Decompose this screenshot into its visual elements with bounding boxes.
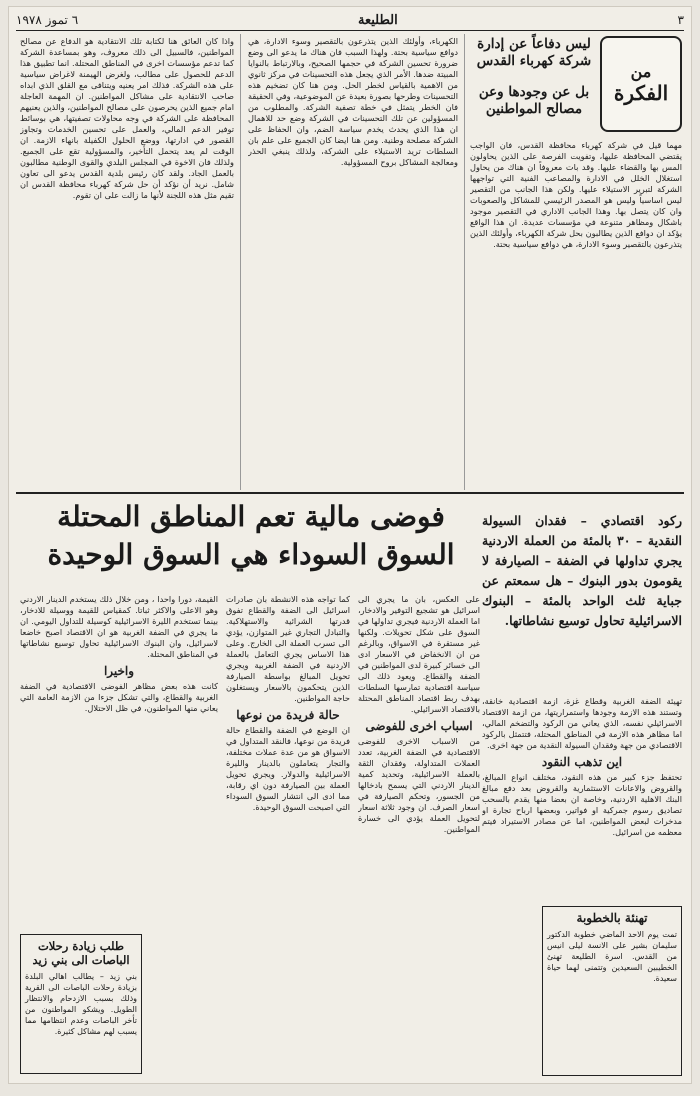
column-divider — [464, 34, 465, 490]
engagement-box — [542, 906, 682, 1076]
page-header — [16, 10, 684, 31]
left-column-text: واذا كان العائق هنا لكتابة تلك الانتقادية هو الدفاع عن مصالح المواطنين، فالسبيل الى ذلك معروف، وهو بمساعدة الشركة كما تدعم مؤسسات اخرى في المناطق المحتلة. انما تطبيق هذا الدعم للحصول على مطالب، ولغرض الهيمنة لاغراض سياسية على هذه الشركة. فذلك امر يعنيه ويتنافى مع القلق الذي ابداه صاحب الانتقادية على مشاكل المواطنين. ان المهمة العاجلة امام جميع الذين يحرصون على مصالح المواطنين، والذين يعنيهم المحافظة على الشركة في وجه محاولات تصفيتها، هي بوسائط توفير الدعم المالي، والعمل على تحسين الخدمات وتجاوز القصور في ادارتها، ووضع الحلول الكفيلة بانهاء الازمة. ان الوقت لم يعد يتحمل التأخير، والمسؤولية تقع على الجميع. ولذلك فان الاخوة في المجلس البلدي والقوى الوطنية مطالبون بالعمل الجاد. ولقد كان رئيس بلدية القدس يدعو الى تعاون شامل. نريد أن نؤكد أن حل شركة كهرباء محافظة القدس ان تقيم مثل هذه اللجنة لأنها ما زالت على ان تقوم. — [20, 36, 234, 200]
section-rule — [16, 492, 684, 494]
article-col-3-text: كما تواجه هذه الانشطة بان صادرات اسرائيل الى الضفة والقطاع تفوق قدرتها الشرائية والاستهلاكية. والتبادل التجاري غير المتوازن، يؤدي الى تسرب العملة الى الخارج. وعلى هذا الاساس يجري التعامل بالعملة الاردنية في الضفة الغربية ويجري تحويل المبالغ بواسطة الصيارفة الذين يتحكمون بالاسعار ويستغلون حاجة المواطنين. — [226, 594, 350, 703]
editorial-body-text: مهما قيل في شركة كهرباء محافظة القدس، فان الواجب يقتضي المحافظة عليها، وتفويت الفرصة على الذين يحاولون المس بها والقضاء عليها. وقد بات معروفاً ان هناك من يحاول استغلال الخلل في الادارة والمصاعب الفنية التي تواجهها الشركة لتبرير الاستيلاء عليها. ولكن هذا الجانب من التقصير ليس اساسياً وليس هو المصدر الرئيسي للمشاكل والصعوبات وان كان يتصل بها. وهذا الجانب الاداري في التقصير موجود باشكال ومظاهر متنوعة في مؤسسات عديدة. ان هذا الواقع يؤكد ان دوافع الذين يطالبون بحل شركة الكهرباء، وأولئك الذين يتذرعون بالتقصير وسوء الادارة، هي دوافع سياسية بحتة. — [470, 140, 682, 249]
editorial-headline — [472, 36, 596, 118]
article-lead-text: تهيئة الضفة الغربية وقطاع غزة، ازمة اقتصادية خانقة، وتستند هذه الازمة وجودها واستمراريتها، من ازمة الاقتصاد الاسرائيلي نفسه، الذي يعاني من الركود والتضخم المالي، اما مظاهر هذه الازمة في المناطق المحتلة، فتتمثل بالركود الاقتصادي من جهة وفقدان السيولة النقدية من جهة اخرى. — [482, 696, 682, 750]
logo-line2: الفكرة — [613, 81, 669, 105]
article-col-4-text: القيمة، دورا واحدا ، ومن خلال ذلك يستخدم الدينار الاردني وهو الاعلى والاكثر ثباتا. كمقياس للقيمة ووسيلة للادخار، بينما تستخدم الليرة الاسرائيلية كوسيلة للتداول اليومي. ان ما يجري في الضفة الغربية هو ان الاقتصاد اصبح خاضعا لاسرائيل، وان البنوك الاسرائيلية تحاول توسيع نشاطاتها في المناطق المحتلة. — [20, 594, 218, 659]
subhead-where-money-body: تحتفظ جزء كبير من هذه النقود، مختلف انواع المبالغ، والقروض والاعانات الاستثمارية والقروض بعد دفع مبالغ البنك الاهلية الاردنية، وخاصة ان بعضا منها يقدم بالسحب تصاديق رسوم جمركية او فواتير، وبعضها ارباح تجارة او مدخرات لبعض المواطنين، اما عن مصادر الاستيراد فيتم معظمه من اسرائيل. — [482, 772, 682, 837]
main-headline — [16, 498, 486, 582]
bus-request-box — [20, 934, 142, 1074]
column-divider — [240, 34, 241, 490]
article-col-2 — [358, 594, 480, 1074]
article-col-4 — [20, 594, 218, 924]
middle-column-text: الكهرباء، وأولئك الذين يتذرعون بالتقصير وسوء الادارة، هي دوافع سياسية بحتة. ولهذا السبب فان هناك ما يدعو الى وضع ضرورة تحسين الشركة في حجمها الصحيح، وبالارتباط بالنوايا المبيتة ضدها. الأمر الذي يجعل هذه التحسينات في مركز ثانوي من الاهمية بالقياس لخطر الحل. ومن هنا كان تضخيم هذه التحسينات وطرحها بصورة بعيدة عن الموضوعية، وفي الحقيقة فان الخطر يتمثل في خطة تصفية الشركة. والمطلوب من المسؤولين عن تلك التحسينات في الشركة وضع حد للاهمال ان هذا الذي يحدث يخدم سياسة الضم، وان الحفاظ على الشركة مصلحة وطنية. ومن هنا ايضا كان الجميع على علم بان السلطات تريد الاستيلاء على الشركة، ولذلك ينبغي الحذر ومعالجة المشاكل بروح المسؤولية. — [248, 36, 458, 167]
engagement-body: تمت يوم الاحد الماضي خطوبة الدكتور سليمان بشير على الانسة ليلى انيس من القدس. اسرة الطليعة تهنئ الخطيبين السعيدين وتتمنى لهما حياة سعيدة. — [547, 930, 677, 983]
logo-line1: من — [630, 62, 652, 81]
article-lead — [482, 696, 682, 896]
bus-request-title: طلب زيادة رحلات الباصات الى بني زيد — [32, 939, 130, 967]
subhead-unique-case-body: ان الوضع في الضفة والقطاع حالة فريدة من نوعها، فالنقد المتداول في الاسواق هو من عدة عملات مختلفة، والتجار يتعاملون بالدينار والليرة الاسرائيلية والدولار. ويجري تحويل العملة بين الصيارفة دون اي رقابة، مما ادى الى انتشار السوق السوداء التي اصبحت السوق الوحيدة. — [226, 725, 350, 812]
engagement-title: تهنئة بالخطوبة — [576, 911, 648, 925]
issue-date: ٦ تموز ١٩٧٨ — [16, 13, 79, 27]
subhead-other-reasons-body: من الاسباب الاخرى للفوضى الاقتصادية في الضفة الغربية، تعدد العملات المتداولة، وفقدان الثقة بالعملة الاسرائيلية، وتحديد كمية الدينار الاردني التي يسمح بادخالها من الجسور، وتحكم الصيارفة في اسعار الصرف. ان وجود ثلاثة اسعار لتحويل العملة يؤدي الى خسارة المواطنين. — [358, 736, 480, 834]
editorial-headline-2: بل عن وجودها وعن مصالح المواطنين — [478, 84, 590, 117]
subhead-where-money: اين تذهب النقود — [541, 755, 623, 769]
newspaper-page — [8, 6, 692, 1084]
left-column — [20, 36, 234, 486]
article-deck: ركود اقتصادي – فقدان السيولة النقدية – ٣٠ بالمئة من العملة الاردنية يجري تداولها في الضفة – الصيارفة لا يقومون بدور البنوك – هل سمعتم عن جباية ثلث الواحد بالمئة – البنوك الاسرائيلية تحاول توسيع نشاطاتها. — [482, 513, 683, 628]
section-title: الطليعة — [357, 12, 398, 28]
article-col-2-text: على العكس، بان ما يجري الى اسرائيل هو تشجيع التوفير والادخار، اما العملة الاردنية فيجري تداولها في السوق على شكل تحويلات. ولكنها غير مستقرة في الاسواق، وبالرغم من ان الانخفاض في الاسعار ادى الى خسائر كبيرة لدى المواطنين في الضفة والقطاع. ويعود ذلك الى سياسة اقتصادية تمارسها السلطات بهدف ربط اقتصاد المناطق المحتلة بالاقتصاد الاسرائيلي. — [358, 594, 480, 714]
editorial-headline-1: ليس دفاعاً عن إدارة شركة كهرباء القدس — [476, 36, 592, 69]
middle-column — [248, 36, 458, 486]
subhead-unique-case: حالة فريدة من نوعها — [236, 708, 340, 722]
subhead-other-reasons: اسباب اخرى للفوضى — [365, 719, 473, 733]
subhead-finally-body: كانت هذه بعض مظاهر الفوضى الاقتصادية في الضفة الغربية والقطاع، والتي تشكل جزءا من الازمة العامة التي يعاني منها المواطنون، في ظل الاحتلال. — [20, 681, 218, 713]
article-col-3 — [226, 594, 350, 1074]
editorial-logo — [600, 36, 682, 132]
page-number: ٣ — [677, 13, 684, 27]
main-headline-line2: السوق السوداء هي السوق الوحيدة — [47, 538, 455, 571]
subhead-finally: واخيرا — [103, 664, 135, 678]
editorial-body — [470, 140, 682, 486]
bus-request-body: بني زيد – يطالب اهالي البلدة بزيادة رحلات الباصات الى القرية وذلك بسبب الازدحام والانتظار الطويل. ويشكو المواطنون من تأخر الباصات وعدم انتظامها مما يسبب لهم مشاكل كثيرة. — [25, 972, 137, 1036]
main-headline-line1: فوضى مالية تعم المناطق المحتلة — [57, 500, 445, 533]
